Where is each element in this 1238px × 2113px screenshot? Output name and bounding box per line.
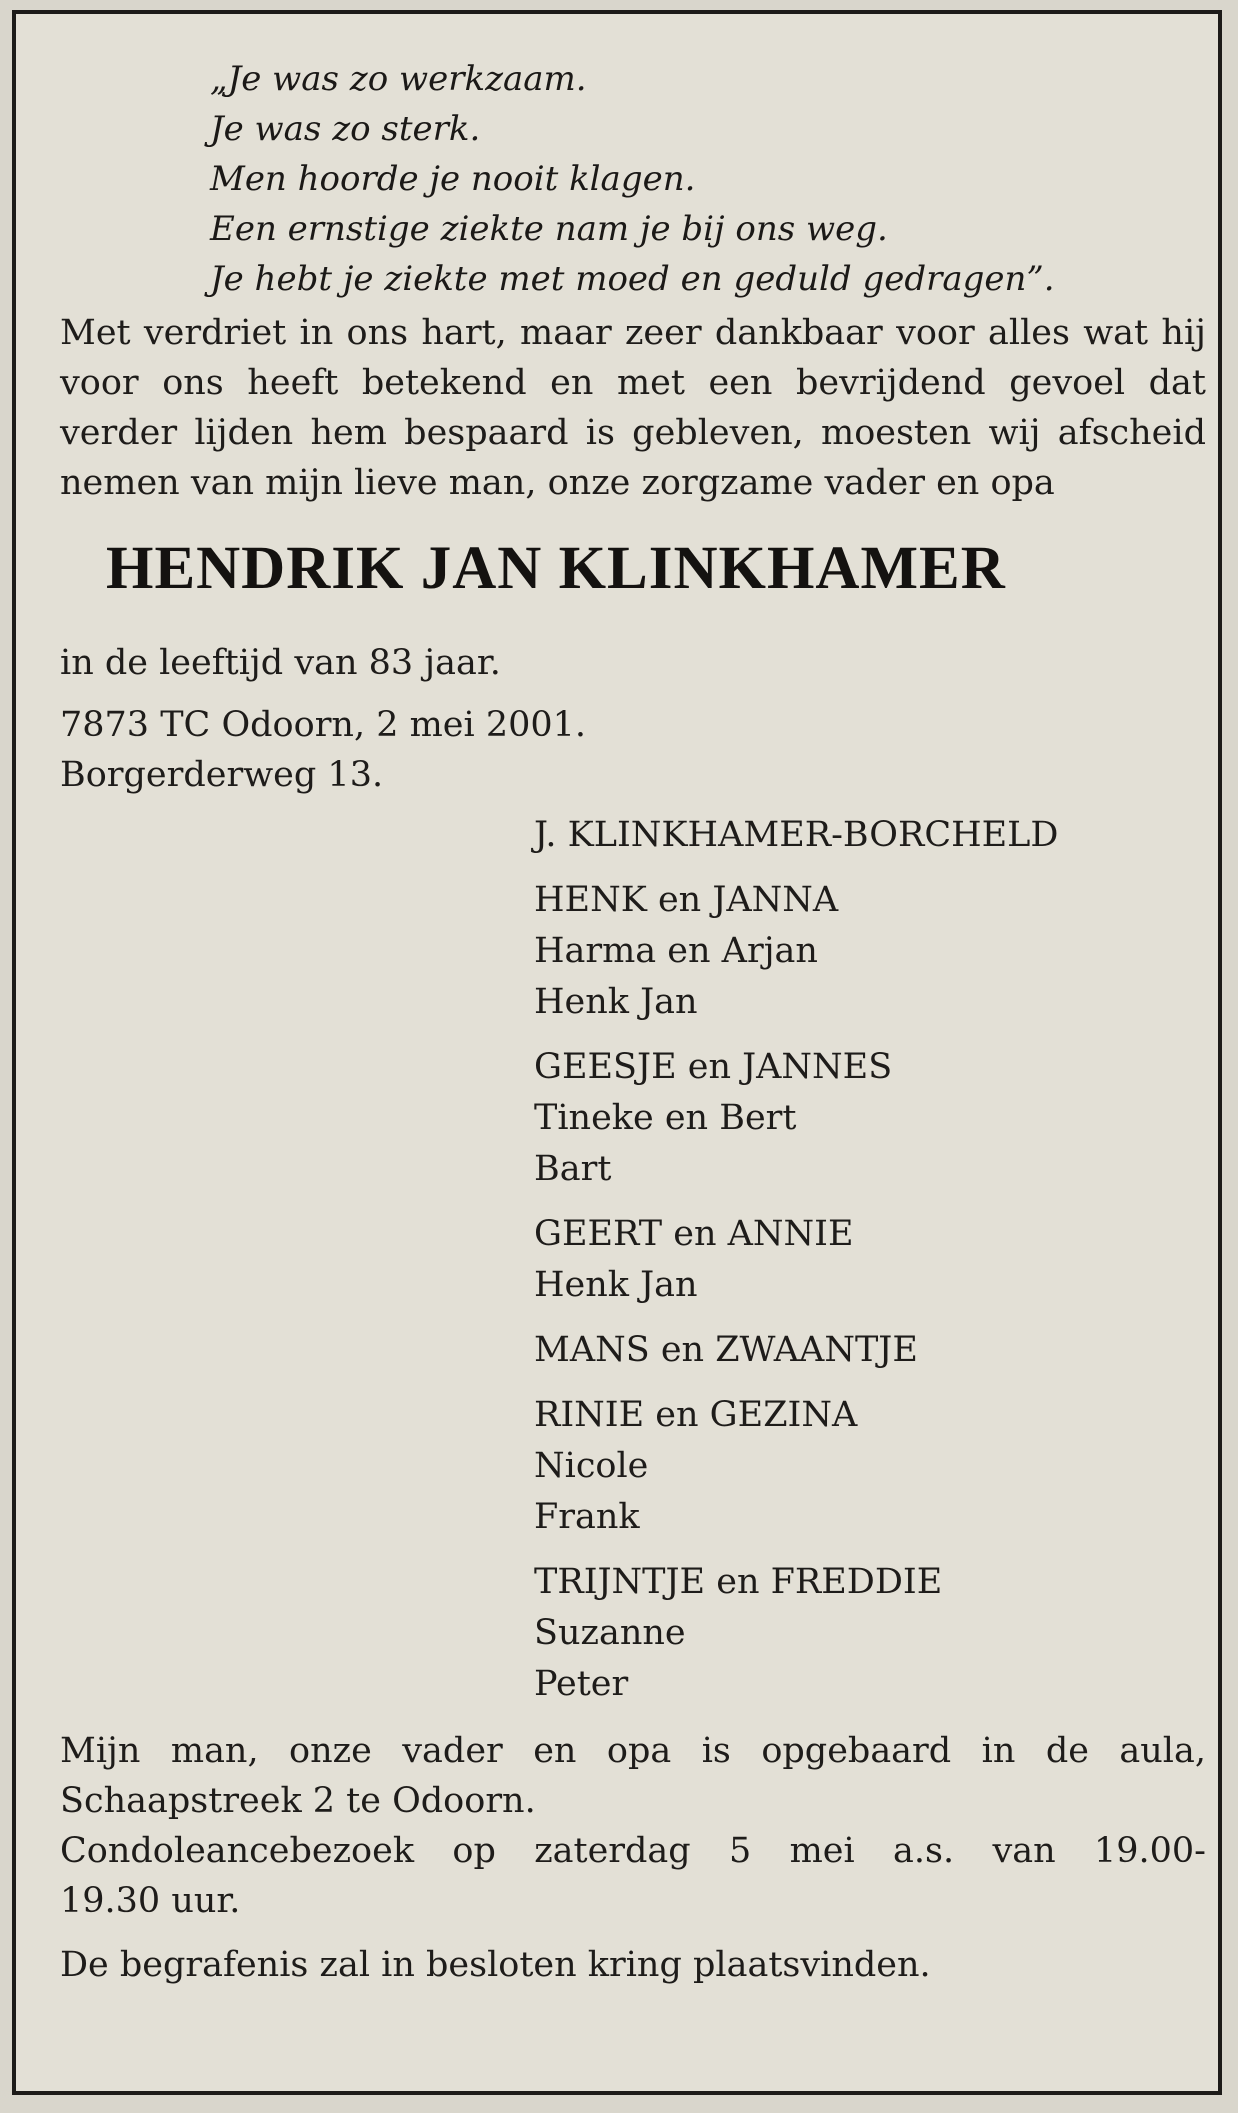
quote-line: Een ernstige ziekte nam je bij ons weg. (210, 209, 888, 249)
family-group (534, 810, 1206, 861)
quote-line: „Je was zo werkzaam. (210, 59, 587, 99)
place-date-line: 7873 TC Odoorn, 2 mei 2001. (60, 705, 587, 745)
street-line: Borgerderweg 13. (60, 755, 384, 795)
family-group (534, 1325, 1206, 1376)
family-group (534, 1209, 1206, 1311)
family-group (534, 875, 1206, 1028)
opening-quote (210, 54, 1206, 304)
condolence-line: Condoleancebezoek op zaterdag 5 mei a.s. van 19.00- (60, 1831, 1206, 1871)
family-member: GEESJE en JANNES (534, 1047, 893, 1087)
family-member: RINIE en GEZINA (534, 1395, 858, 1435)
condolence-time-line: 19.30 uur. (60, 1881, 241, 1921)
family-member: HENK en JANNA (534, 880, 839, 920)
family-member: Henk Jan (534, 982, 698, 1022)
family-group (534, 1557, 1206, 1710)
intro-paragraph: Met verdriet in ons hart, maar zeer dankbaar voor alles wat hij voor ons heeft betekend en met een bevrijdend gevoel dat verder lijden hem bespaard is gebleven, moesten wij afscheid nemen van mijn lieve man, onze zorgzame vader en opa (60, 313, 1206, 503)
family-group (534, 1390, 1206, 1543)
quote-line: Men hoorde je nooit klagen. (210, 159, 696, 199)
family-list (534, 810, 1206, 1710)
family-member: Peter (534, 1664, 629, 1704)
family-member: Suzanne (534, 1613, 686, 1653)
family-member: Frank (534, 1497, 640, 1537)
family-member: TRIJNTJE en FREDDIE (534, 1562, 943, 1602)
aula-line: Mijn man, onze vader en opa is opgebaard in de aula, (60, 1731, 1206, 1771)
obituary-content (60, 54, 1206, 1990)
family-member: J. KLINKHAMER-BORCHELD (534, 815, 1059, 855)
family-member: Harma en Arjan (534, 931, 818, 971)
family-member: GEERT en ANNIE (534, 1214, 854, 1254)
funeral-line: De begrafenis zal in besloten kring plaatsvinden. (60, 1945, 931, 1985)
closing-block (60, 1726, 1206, 1990)
deceased-name: HENDRIK JAN KLINKHAMER (106, 535, 1006, 602)
family-member: Henk Jan (534, 1265, 698, 1305)
family-member: MANS en ZWAANTJE (534, 1330, 918, 1370)
address-block (60, 700, 1206, 800)
family-group (534, 1042, 1206, 1195)
obituary-frame (12, 10, 1222, 2095)
age-line: in de leeftijd van 83 jaar. (60, 643, 501, 683)
aula-address-line: Schaapstreek 2 te Odoorn. (60, 1781, 536, 1821)
family-member: Nicole (534, 1446, 649, 1486)
family-member: Tineke en Bert (534, 1098, 797, 1138)
family-member: Bart (534, 1149, 612, 1189)
quote-line: Je was zo sterk. (210, 109, 481, 149)
quote-line: Je hebt je ziekte met moed en geduld gedragen”. (210, 259, 1055, 299)
